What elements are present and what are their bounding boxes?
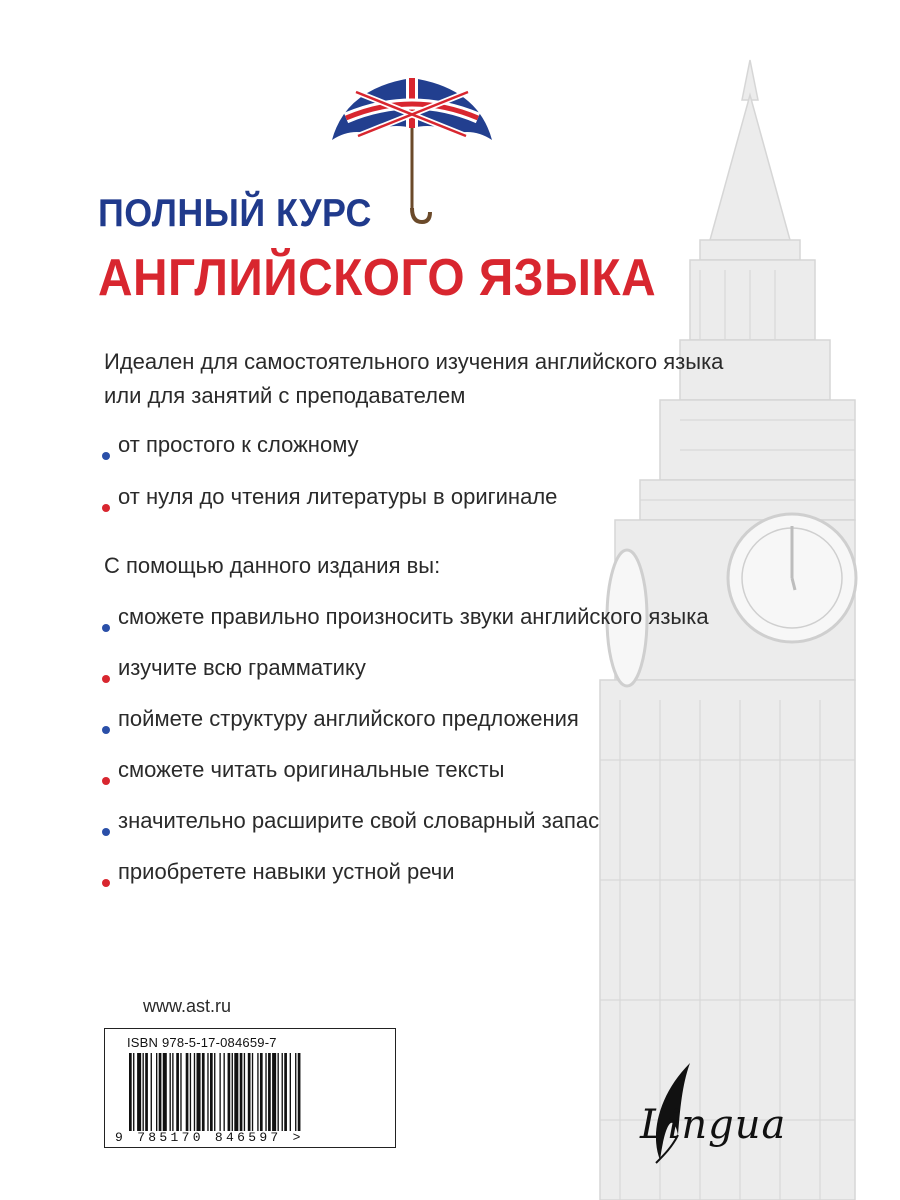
barcode-bar (244, 1053, 245, 1131)
benefits-subheading: С помощью данного издания вы: (104, 553, 441, 578)
barcode-bar (172, 1053, 173, 1131)
benefits-bullet-list (100, 600, 709, 906)
bullet-text: сможете читать оригинальные тексты (118, 757, 505, 782)
barcode-bar (265, 1053, 266, 1131)
barcode-bar (298, 1053, 301, 1131)
feature-bullet-list (100, 428, 557, 532)
barcode-bar (214, 1053, 215, 1131)
barcode-bar (248, 1053, 251, 1131)
barcode-bar (180, 1053, 181, 1131)
publisher-logo-text: Lingua (640, 1102, 787, 1148)
list-item (100, 804, 709, 855)
barcode-bar (133, 1053, 134, 1131)
barcode-bar (232, 1053, 233, 1131)
list-item (100, 651, 709, 702)
bullet-text: значительно расширите свой словарный запас (118, 808, 600, 833)
barcode-digits: 9 785170 846597 > (115, 1130, 304, 1145)
barcode-bar (190, 1053, 191, 1131)
publisher-website: www.ast.ru (143, 996, 232, 1016)
list-item (100, 855, 709, 906)
title-line-2: АНГЛИЙСКОГО ЯЗЫКА (98, 249, 657, 307)
barcode-bar (278, 1053, 279, 1131)
barcode-bar (163, 1053, 167, 1131)
bullet-text: изучите всю грамматику (118, 655, 366, 680)
barcode-bar (219, 1053, 220, 1131)
bullet-text: поймете структуру английского предложения (118, 706, 579, 731)
barcode-bar (284, 1053, 287, 1131)
list-item (100, 480, 557, 532)
barcode-bar (176, 1053, 179, 1131)
list-item (100, 753, 709, 804)
bullet-dot-icon (102, 504, 110, 512)
bullet-dot-icon (102, 879, 110, 887)
barcode-bar (207, 1053, 208, 1131)
bullet-dot-icon (102, 726, 110, 734)
list-item (100, 600, 709, 651)
barcode-bar (151, 1053, 152, 1131)
barcode-bar (129, 1053, 132, 1131)
barcode-bar (228, 1053, 231, 1131)
barcode-bar (272, 1053, 276, 1131)
isbn-number: ISBN 978-5-17-084659-7 (127, 1035, 277, 1050)
barcode-bar (156, 1053, 157, 1131)
bullet-text: приобретете навыки устной речи (118, 859, 455, 884)
bullet-dot-icon (102, 828, 110, 836)
list-item (100, 428, 557, 480)
barcode-bar (186, 1053, 189, 1131)
barcode-bar (143, 1053, 144, 1131)
bullet-text: от нуля до чтения литературы в оригинале (118, 484, 558, 509)
barcode-bar (170, 1053, 171, 1131)
barcode-bar (257, 1053, 258, 1131)
barcode-bar (240, 1053, 243, 1131)
barcode-bar (145, 1053, 148, 1131)
bullet-dot-icon (102, 452, 110, 460)
barcode-bar (234, 1053, 238, 1131)
barcode-bar (268, 1053, 271, 1131)
bullet-dot-icon (102, 624, 110, 632)
title-line-1: ПОЛНЫЙ КУРС (98, 192, 372, 235)
bullet-dot-icon (102, 777, 110, 785)
list-item (100, 702, 709, 753)
intro-paragraph (104, 345, 804, 413)
barcode-bar (210, 1053, 213, 1131)
barcode-bar (295, 1053, 296, 1131)
barcode-bar (224, 1053, 225, 1131)
barcode-bar (137, 1053, 141, 1131)
barcode-bar (194, 1053, 195, 1131)
barcode-bar (260, 1053, 263, 1131)
barcode-bar (159, 1053, 162, 1131)
intro-line: или для занятий с преподавателем (104, 383, 466, 408)
barcode-bar (202, 1053, 205, 1131)
intro-line: Идеален для самостоятельного изучения английского языка (104, 349, 724, 374)
bullet-dot-icon (102, 675, 110, 683)
barcode-bar (197, 1053, 201, 1131)
barcode-bar (252, 1053, 253, 1131)
bullet-text: сможете правильно произносить звуки английского языка (118, 604, 709, 629)
bullet-text: от простого к сложному (118, 432, 359, 457)
barcode-bar (290, 1053, 291, 1131)
barcode-icon (125, 1053, 375, 1131)
isbn-barcode-box (104, 1028, 396, 1148)
barcode-bar (282, 1053, 283, 1131)
